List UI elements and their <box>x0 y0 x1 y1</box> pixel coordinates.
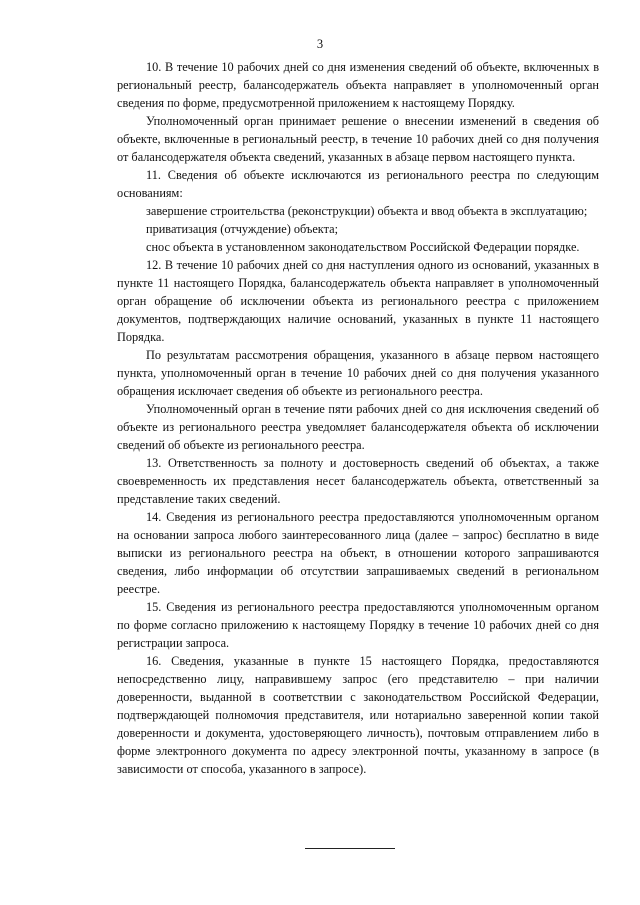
page-number: 3 <box>316 37 324 51</box>
paragraph-11-ground-demolition: снос объекта в установленном законодательством Российской Федерации порядке. <box>146 240 580 254</box>
paragraph-16: 16. Сведения, указанные в пункте 15 настоящего Порядка, предоставляются непосредственно лицу, направившему запрос (его представителю – при наличии доверенности, выданной в соответствии с законодательством Российской Федерации, подтверждающей полномочия представителя, или нотариально заверенной копии такой доверенности и документа, удостоверяющего личность), почтовым отправлением либо в форме электронного документа по адресу электронной почты, указанному в запросе (в зависимости от способа, указанного в запросе). <box>117 654 599 776</box>
paragraph-14: 14. Сведения из регионального реестра предоставляются уполномоченным органом на основании запроса любого заинтересованного лица (далее – запрос) бесплатно в виде выписки из регионального реестра на объект, в отношении которого запрашиваются сведения, либо информации об отсутствии запрашиваемых сведений в региональном реестре. <box>117 510 599 596</box>
paragraph-12-notification: Уполномоченный орган в течение пяти рабочих дней со дня исключения сведений об объекте из регионального реестра уведомляет балансодержателя объекта об исключении сведений об объекте из регионального реестра. <box>117 402 599 452</box>
paragraph-13: 13. Ответственность за полноту и достоверность сведений об объектах, а также своевременность их представления несет балансодержатель объекта, ответственный за представление таких сведений. <box>117 456 599 506</box>
paragraph-12-review: По результатам рассмотрения обращения, указанного в абзаце первом настоящего пункта, уполномоченный орган в течение 10 рабочих дней со дня получения указанного обращения исключает сведения об объекте из регионального реестра. <box>117 348 599 398</box>
paragraph-15: 15. Сведения из регионального реестра предоставляются уполномоченным органом по форме согласно приложению к настоящему Порядку в течение 10 рабочих дней со дня регистрации запроса. <box>117 600 599 650</box>
paragraph-10: 10. В течение 10 рабочих дней со дня изменения сведений об объекте, включенных в региональный реестр, балансодержатель объекта направляет в уполномоченный орган сведения по форме, предусмотренной приложением к настоящему Порядку. <box>117 60 599 110</box>
paragraph-11-ground-construction: завершение строительства (реконструкции) объекта и ввод объекта в эксплуатацию; <box>146 204 588 218</box>
paragraph-11: 11. Сведения об объекте исключаются из регионального реестра по следующим основаниям: <box>117 168 599 200</box>
paragraph-11-ground-privatization: приватизация (отчуждение) объекта; <box>146 222 339 236</box>
document-body <box>117 58 599 778</box>
closing-divider <box>305 848 395 849</box>
paragraph-10-decision: Уполномоченный орган принимает решение о внесении изменений в сведения об объекте, включенные в региональный реестр, в течение 10 рабочих дней со дня получения от балансодержателя объекта сведений, указанных в абзаце первом настоящего пункта. <box>117 114 599 164</box>
paragraph-12: 12. В течение 10 рабочих дней со дня наступления одного из оснований, указанных в пункте 11 настоящего Порядка, балансодержатель объекта направляет в уполномоченный орган обращение об исключении объекта из регионального реестра с приложением документов, подтверждающих наличие оснований, указанных в пункте 11 настоящего Порядка. <box>117 258 599 344</box>
